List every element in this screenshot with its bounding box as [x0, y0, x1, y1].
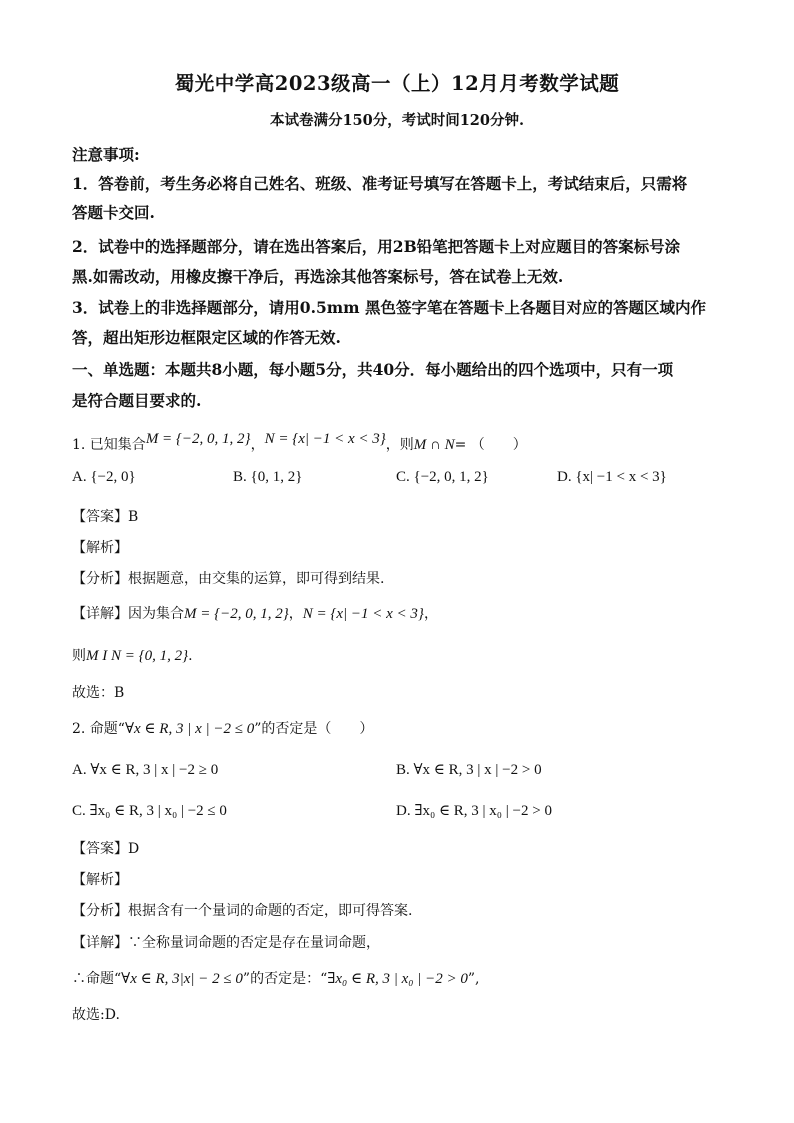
section-heading-line-1: 一、单选题：本题共8小题，每小题5分，共40分．每小题给出的四个选项中，只有一项 — [72, 360, 674, 379]
q2-therefore-mid: ”的否定是：“ — [242, 971, 328, 987]
q2-option-d: D. ∃x₀ ∈ R, 3 | x₀ | −2 > 0 — [396, 803, 552, 819]
q1-answer — [72, 506, 138, 526]
q1-option-c: C. {−2, 0, 1, 2} — [396, 469, 489, 485]
q2-therefore — [72, 968, 480, 988]
q1-set-m: M = {−2, 0, 1, 2} — [145, 431, 251, 447]
q2-option-b: B. ∀x ∈ R, 3 | x | −2 > 0 — [396, 762, 542, 778]
q2-answer — [72, 838, 139, 858]
notice-item-2-line-1: 2．试卷中的选择题部分，请在选出答案后，用2B铅笔把答题卡上对应题目的答案标号涂 — [72, 237, 681, 256]
q1-option-d: D. {x| −1 < x < 3} — [557, 469, 667, 485]
q2-therefore-expr: ∀x ∈ R, 3|x| − 2 ≤ 0 — [121, 971, 243, 987]
q1-analysis-tag: 【解析】 — [72, 540, 128, 556]
q2-fenxi — [72, 900, 412, 920]
q2-choice: 故选:D. — [72, 1007, 120, 1023]
q1-stem-suffix: ，则 — [385, 437, 414, 453]
q2-stem — [72, 718, 373, 738]
q1-xiangjie-tag: 【详解】 — [72, 606, 128, 622]
q1-option-a: A. {−2, 0} — [72, 469, 136, 485]
q1-expr: M ∩ N — [413, 437, 455, 453]
q1-stem — [72, 431, 527, 454]
q2-xiangjie-tag: 【详解】 — [72, 935, 128, 951]
q2-therefore-prefix: ∴命题“ — [72, 971, 122, 987]
q1-stem-prefix: 1. 已知集合 — [72, 437, 146, 453]
q2-therefore-neg: ∃x₀ ∈ R, 3 | x₀ | −2 > 0 — [327, 971, 468, 987]
q2-fenxi-tag: 【分析】 — [72, 903, 128, 919]
q1-xiangjie-m: M = {−2, 0, 1, 2} — [184, 606, 289, 622]
q1-xiangjie-prefix: 因为集合 — [128, 606, 184, 622]
q1-then-end: . — [188, 648, 193, 664]
q2-xiangjie — [72, 932, 380, 952]
q1-set-n: N = {x| −1 < x < 3} — [264, 431, 386, 447]
q2-xiangjie-text: ∵全称量词命题的否定是存在量词命题， — [128, 935, 380, 951]
q1-then-expr: M I N = {0, 1, 2} — [86, 648, 189, 664]
q2-therefore-end: ”, — [467, 971, 480, 987]
q2-option-c: C. ∃x₀ ∈ R, 3 | x₀ | −2 ≤ 0 — [72, 803, 227, 819]
q1-stem-end: = （ ） — [454, 437, 527, 453]
page-subtitle: 本试卷满分150分，考试时间120分钟. — [269, 112, 525, 129]
notice-item-3-line-2: 答，超出矩形边框限定区域的作答无效. — [72, 328, 341, 347]
q1-xiangjie-n: N = {x| −1 < x < 3} — [302, 606, 424, 622]
notice-item-3-line-1: 3．试卷上的非选择题部分，请用0.5mm 黑色签字笔在答题卡上各题目对应的答题区域内作 — [72, 298, 706, 317]
q1-then-prefix: 则 — [72, 648, 86, 664]
q1-xiangjie-sep: ， — [288, 606, 303, 622]
q1-fenxi-text: 根据题意，由交集的运算，即可得到结果. — [128, 571, 385, 587]
q2-stem-prefix: 2. 命题“ — [72, 721, 125, 737]
q1-option-b: B. {0, 1, 2} — [233, 469, 303, 485]
q1-sep: ， — [250, 437, 265, 453]
q2-option-a: A. ∀x ∈ R, 3 | x | −2 ≥ 0 — [72, 762, 219, 778]
q1-fenxi-tag: 【分析】 — [72, 571, 128, 587]
q1-then — [72, 645, 193, 665]
q1-fenxi — [72, 568, 384, 588]
page-title: 蜀光中学高2023级高一（上）12月月考数学试题 — [174, 72, 620, 95]
q1-answer-tag: 【答案】 — [72, 509, 128, 525]
q1-answer-value: B — [128, 509, 139, 525]
notice-heading: 注意事项: — [72, 145, 140, 164]
notice-item-1-line-2: 答题卡交回. — [72, 203, 155, 222]
q1-xiangjie-end: ， — [423, 606, 438, 622]
q2-fenxi-text: 根据含有一个量词的命题的否定，即可得答案. — [128, 903, 413, 919]
q2-answer-value: D — [128, 841, 140, 857]
q2-analysis-tag: 【解析】 — [72, 872, 128, 888]
section-heading-line-2: 是符合题目要求的. — [72, 391, 202, 410]
q2-stem-suffix: ”的否定是（ ） — [254, 721, 374, 737]
q2-answer-tag: 【答案】 — [72, 841, 128, 857]
q1-xiangjie — [72, 603, 438, 623]
q2-stem-expr: ∀x ∈ R, 3 | x | −2 ≤ 0 — [124, 721, 255, 737]
q1-choice: 故选：B — [72, 685, 125, 701]
notice-item-1-line-1: 1．答卷前，考生务必将自己姓名、班级、准考证号填写在答题卡上，考试结束后，只需将 — [72, 174, 688, 193]
notice-item-2-line-2: 黑.如需改动，用橡皮擦干净后，再选涂其他答案标号，答在试卷上无效. — [72, 267, 564, 286]
